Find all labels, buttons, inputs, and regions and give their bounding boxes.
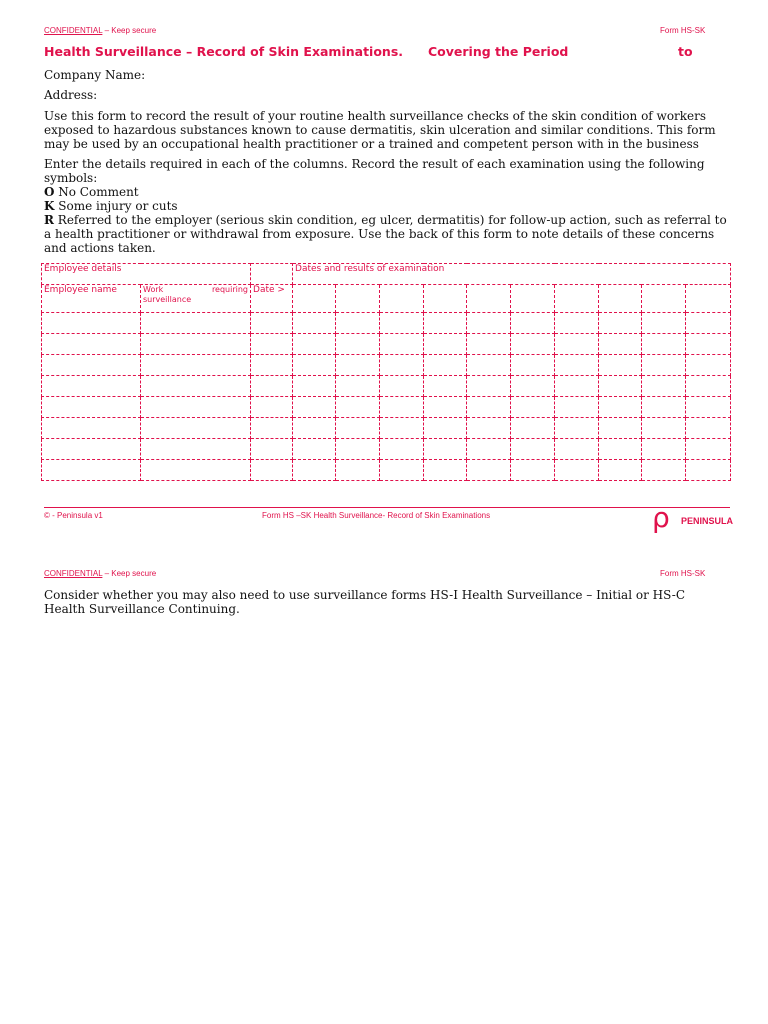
entry-cell[interactable]	[141, 313, 251, 334]
employee-details-header: Employee details	[42, 264, 251, 285]
entry-cell[interactable]	[380, 313, 424, 334]
date-cell[interactable]	[642, 285, 686, 313]
entry-cell[interactable]	[467, 376, 511, 397]
entry-cell[interactable]	[141, 355, 251, 376]
table-row	[42, 439, 731, 460]
entry-cell[interactable]	[555, 397, 599, 418]
table-row	[42, 313, 731, 334]
table-row	[42, 376, 731, 397]
entry-cell[interactable]	[599, 313, 642, 334]
symbol-item	[44, 213, 728, 255]
entry-cell[interactable]	[424, 418, 467, 439]
footer-form-title: Form HS –SK Health Surveillance- Record of Skin Examinations	[262, 511, 491, 520]
entry-cell[interactable]	[686, 439, 731, 460]
confidential-header-page2	[44, 569, 156, 578]
entry-cell[interactable]	[336, 397, 380, 418]
symbol-key: O	[44, 185, 55, 199]
entry-cell[interactable]	[555, 460, 599, 481]
form-title: Health Surveillance – Record of Skin Examinations.	[44, 44, 404, 59]
work-word: Work	[143, 285, 164, 294]
symbol-key: K	[44, 199, 55, 213]
entry-cell[interactable]	[511, 418, 555, 439]
entry-cell[interactable]	[467, 397, 511, 418]
confidential-label: CONFIDENTIAL	[44, 26, 103, 35]
requiring-word: requiring	[211, 285, 249, 294]
entry-cell[interactable]	[424, 334, 467, 355]
entry-cell[interactable]	[293, 418, 336, 439]
date-cell[interactable]	[380, 285, 424, 313]
entry-cell[interactable]	[141, 418, 251, 439]
entry-cell[interactable]	[380, 355, 424, 376]
entry-cell[interactable]	[42, 334, 141, 355]
entry-cell[interactable]	[336, 439, 380, 460]
entry-cell[interactable]	[642, 376, 686, 397]
entry-cell[interactable]	[336, 376, 380, 397]
entry-cell[interactable]	[42, 418, 141, 439]
symbol-text: No Comment	[54, 185, 139, 199]
entry-cell[interactable]	[293, 313, 336, 334]
entry-cell[interactable]	[599, 397, 642, 418]
date-cell[interactable]	[511, 285, 555, 313]
entry-cell[interactable]	[380, 439, 424, 460]
peninsula-logo-text: PENINSULA	[681, 516, 734, 526]
symbol-key: R	[44, 213, 54, 227]
surveillance-word: surveillance	[143, 295, 192, 304]
entry-cell[interactable]	[336, 334, 380, 355]
entry-cell[interactable]	[467, 355, 511, 376]
entry-cell[interactable]	[686, 376, 731, 397]
entry-cell[interactable]	[686, 418, 731, 439]
entry-cell[interactable]	[251, 334, 293, 355]
entry-cell[interactable]	[42, 397, 141, 418]
entry-cell[interactable]	[424, 439, 467, 460]
entry-cell[interactable]	[511, 313, 555, 334]
header-spacer	[251, 264, 293, 285]
entry-cell[interactable]	[141, 460, 251, 481]
entry-cell[interactable]	[599, 334, 642, 355]
entry-cell[interactable]	[293, 439, 336, 460]
form-code-page2: Form HS-SK	[660, 569, 706, 578]
entry-cell[interactable]	[599, 439, 642, 460]
date-header: Date >	[251, 285, 293, 313]
entry-cell[interactable]	[642, 397, 686, 418]
entry-cell[interactable]	[642, 439, 686, 460]
footer-copyright: © - Peninsula v1	[44, 511, 103, 520]
period-to-label: to	[678, 44, 693, 59]
entry-cell[interactable]	[642, 418, 686, 439]
entry-cell[interactable]	[251, 418, 293, 439]
confidential-header	[44, 26, 156, 35]
entry-cell[interactable]	[642, 460, 686, 481]
keep-secure-label: – Keep secure	[102, 569, 157, 578]
entry-cell[interactable]	[251, 355, 293, 376]
entry-cell[interactable]	[141, 334, 251, 355]
entry-cell[interactable]	[424, 376, 467, 397]
peninsula-logo	[652, 501, 734, 534]
work-surveillance-header	[141, 285, 251, 313]
entry-cell[interactable]	[511, 376, 555, 397]
entry-cell[interactable]	[141, 376, 251, 397]
table-row	[42, 355, 731, 376]
table-row	[42, 418, 731, 439]
table-row	[42, 334, 731, 355]
date-cell[interactable]	[686, 285, 731, 313]
entry-cell[interactable]	[380, 397, 424, 418]
symbol-list	[44, 185, 728, 255]
entry-cell[interactable]	[380, 418, 424, 439]
entry-cell[interactable]	[642, 334, 686, 355]
entry-cell[interactable]	[293, 355, 336, 376]
entry-cell[interactable]	[42, 376, 141, 397]
entry-cell[interactable]	[555, 439, 599, 460]
entry-cell[interactable]	[511, 439, 555, 460]
entry-cell[interactable]	[555, 355, 599, 376]
examination-table	[41, 263, 731, 481]
date-cell[interactable]	[424, 285, 467, 313]
form-code: Form HS-SK	[660, 26, 706, 35]
instructions-paragraph: Enter the details required in each of the columns. Record the result of each examination using the following symbols:	[44, 157, 705, 185]
entry-cell[interactable]	[599, 355, 642, 376]
symbol-text: Referred to the employer (serious skin condition, eg ulcer, dermatitis) for follow-up action, such as referral to a health practitioner or withdrawal from exposure. Use the back of this form to note details of these concerns and actions taken.	[44, 213, 727, 255]
entry-cell[interactable]	[599, 418, 642, 439]
entry-cell[interactable]	[467, 418, 511, 439]
entry-cell[interactable]	[293, 397, 336, 418]
entry-cell[interactable]	[555, 313, 599, 334]
entry-cell[interactable]	[686, 397, 731, 418]
date-cell[interactable]	[555, 285, 599, 313]
entry-cell[interactable]	[599, 376, 642, 397]
entry-cell[interactable]	[511, 355, 555, 376]
entry-cell[interactable]	[251, 376, 293, 397]
confidential-label: CONFIDENTIAL	[44, 569, 103, 578]
entry-cell[interactable]	[380, 334, 424, 355]
keep-secure-label: – Keep secure	[102, 26, 157, 35]
entry-cell[interactable]	[42, 355, 141, 376]
entry-cell[interactable]	[467, 313, 511, 334]
entry-cell[interactable]	[336, 418, 380, 439]
entry-cell[interactable]	[251, 313, 293, 334]
entry-cell[interactable]	[467, 460, 511, 481]
entry-cell[interactable]	[599, 460, 642, 481]
entry-cell[interactable]	[555, 376, 599, 397]
entry-cell[interactable]	[642, 355, 686, 376]
date-cell[interactable]	[336, 285, 380, 313]
symbol-item	[44, 185, 728, 199]
entry-cell[interactable]	[424, 397, 467, 418]
entry-cell[interactable]	[424, 460, 467, 481]
symbol-text: Some injury or cuts	[54, 199, 178, 213]
entry-cell[interactable]	[141, 397, 251, 418]
dates-results-header: Dates and results of examination	[293, 264, 731, 285]
entry-cell[interactable]	[42, 439, 141, 460]
entry-cell[interactable]	[380, 460, 424, 481]
entry-cell[interactable]	[467, 439, 511, 460]
entry-cell[interactable]	[686, 334, 731, 355]
table-row	[42, 397, 731, 418]
entry-cell[interactable]	[42, 313, 141, 334]
footer-divider	[44, 507, 730, 508]
entry-cell[interactable]	[42, 460, 141, 481]
entry-cell[interactable]	[336, 460, 380, 481]
date-cell[interactable]	[599, 285, 642, 313]
entry-cell[interactable]	[642, 313, 686, 334]
table-header-row	[42, 264, 731, 285]
date-cell[interactable]	[293, 285, 336, 313]
entry-cell[interactable]	[424, 313, 467, 334]
consider-note: Consider whether you may also need to use surveillance forms HS-I Health Surveillance – Initial or HS-C Health Surveillance Continuing.	[44, 588, 685, 616]
entry-cell[interactable]	[336, 355, 380, 376]
entry-cell[interactable]	[336, 313, 380, 334]
entry-cell[interactable]	[511, 460, 555, 481]
peninsula-logo-mark: ρ	[652, 501, 670, 534]
entry-cell[interactable]	[141, 439, 251, 460]
entry-cell[interactable]	[467, 334, 511, 355]
entry-cell[interactable]	[511, 397, 555, 418]
entry-cell[interactable]	[293, 376, 336, 397]
blank-rows	[42, 313, 731, 481]
entry-cell[interactable]	[555, 418, 599, 439]
entry-cell[interactable]	[251, 397, 293, 418]
entry-cell[interactable]	[380, 376, 424, 397]
entry-cell[interactable]	[251, 460, 293, 481]
employee-name-header: Employee name	[42, 285, 141, 313]
entry-cell[interactable]	[293, 334, 336, 355]
entry-cell[interactable]	[511, 334, 555, 355]
address-label: Address:	[44, 88, 98, 102]
entry-cell[interactable]	[686, 355, 731, 376]
entry-cell[interactable]	[424, 355, 467, 376]
entry-cell[interactable]	[686, 460, 731, 481]
table-row	[42, 460, 731, 481]
table-subheader-row	[42, 285, 731, 313]
company-name-label: Company Name:	[44, 68, 146, 82]
entry-cell[interactable]	[686, 313, 731, 334]
period-label: Covering the Period	[428, 44, 569, 59]
entry-cell[interactable]	[293, 460, 336, 481]
date-cell[interactable]	[467, 285, 511, 313]
symbol-item	[44, 199, 728, 213]
intro-paragraph: Use this form to record the result of your routine health surveillance checks of the skin condition of workers exposed to hazardous substances known to cause dermatitis, skin ulceration and similar conditions. This form may be used by an occupational health practitioner or a trained and competent person with in the business	[44, 109, 716, 151]
entry-cell[interactable]	[555, 334, 599, 355]
entry-cell[interactable]	[251, 439, 293, 460]
